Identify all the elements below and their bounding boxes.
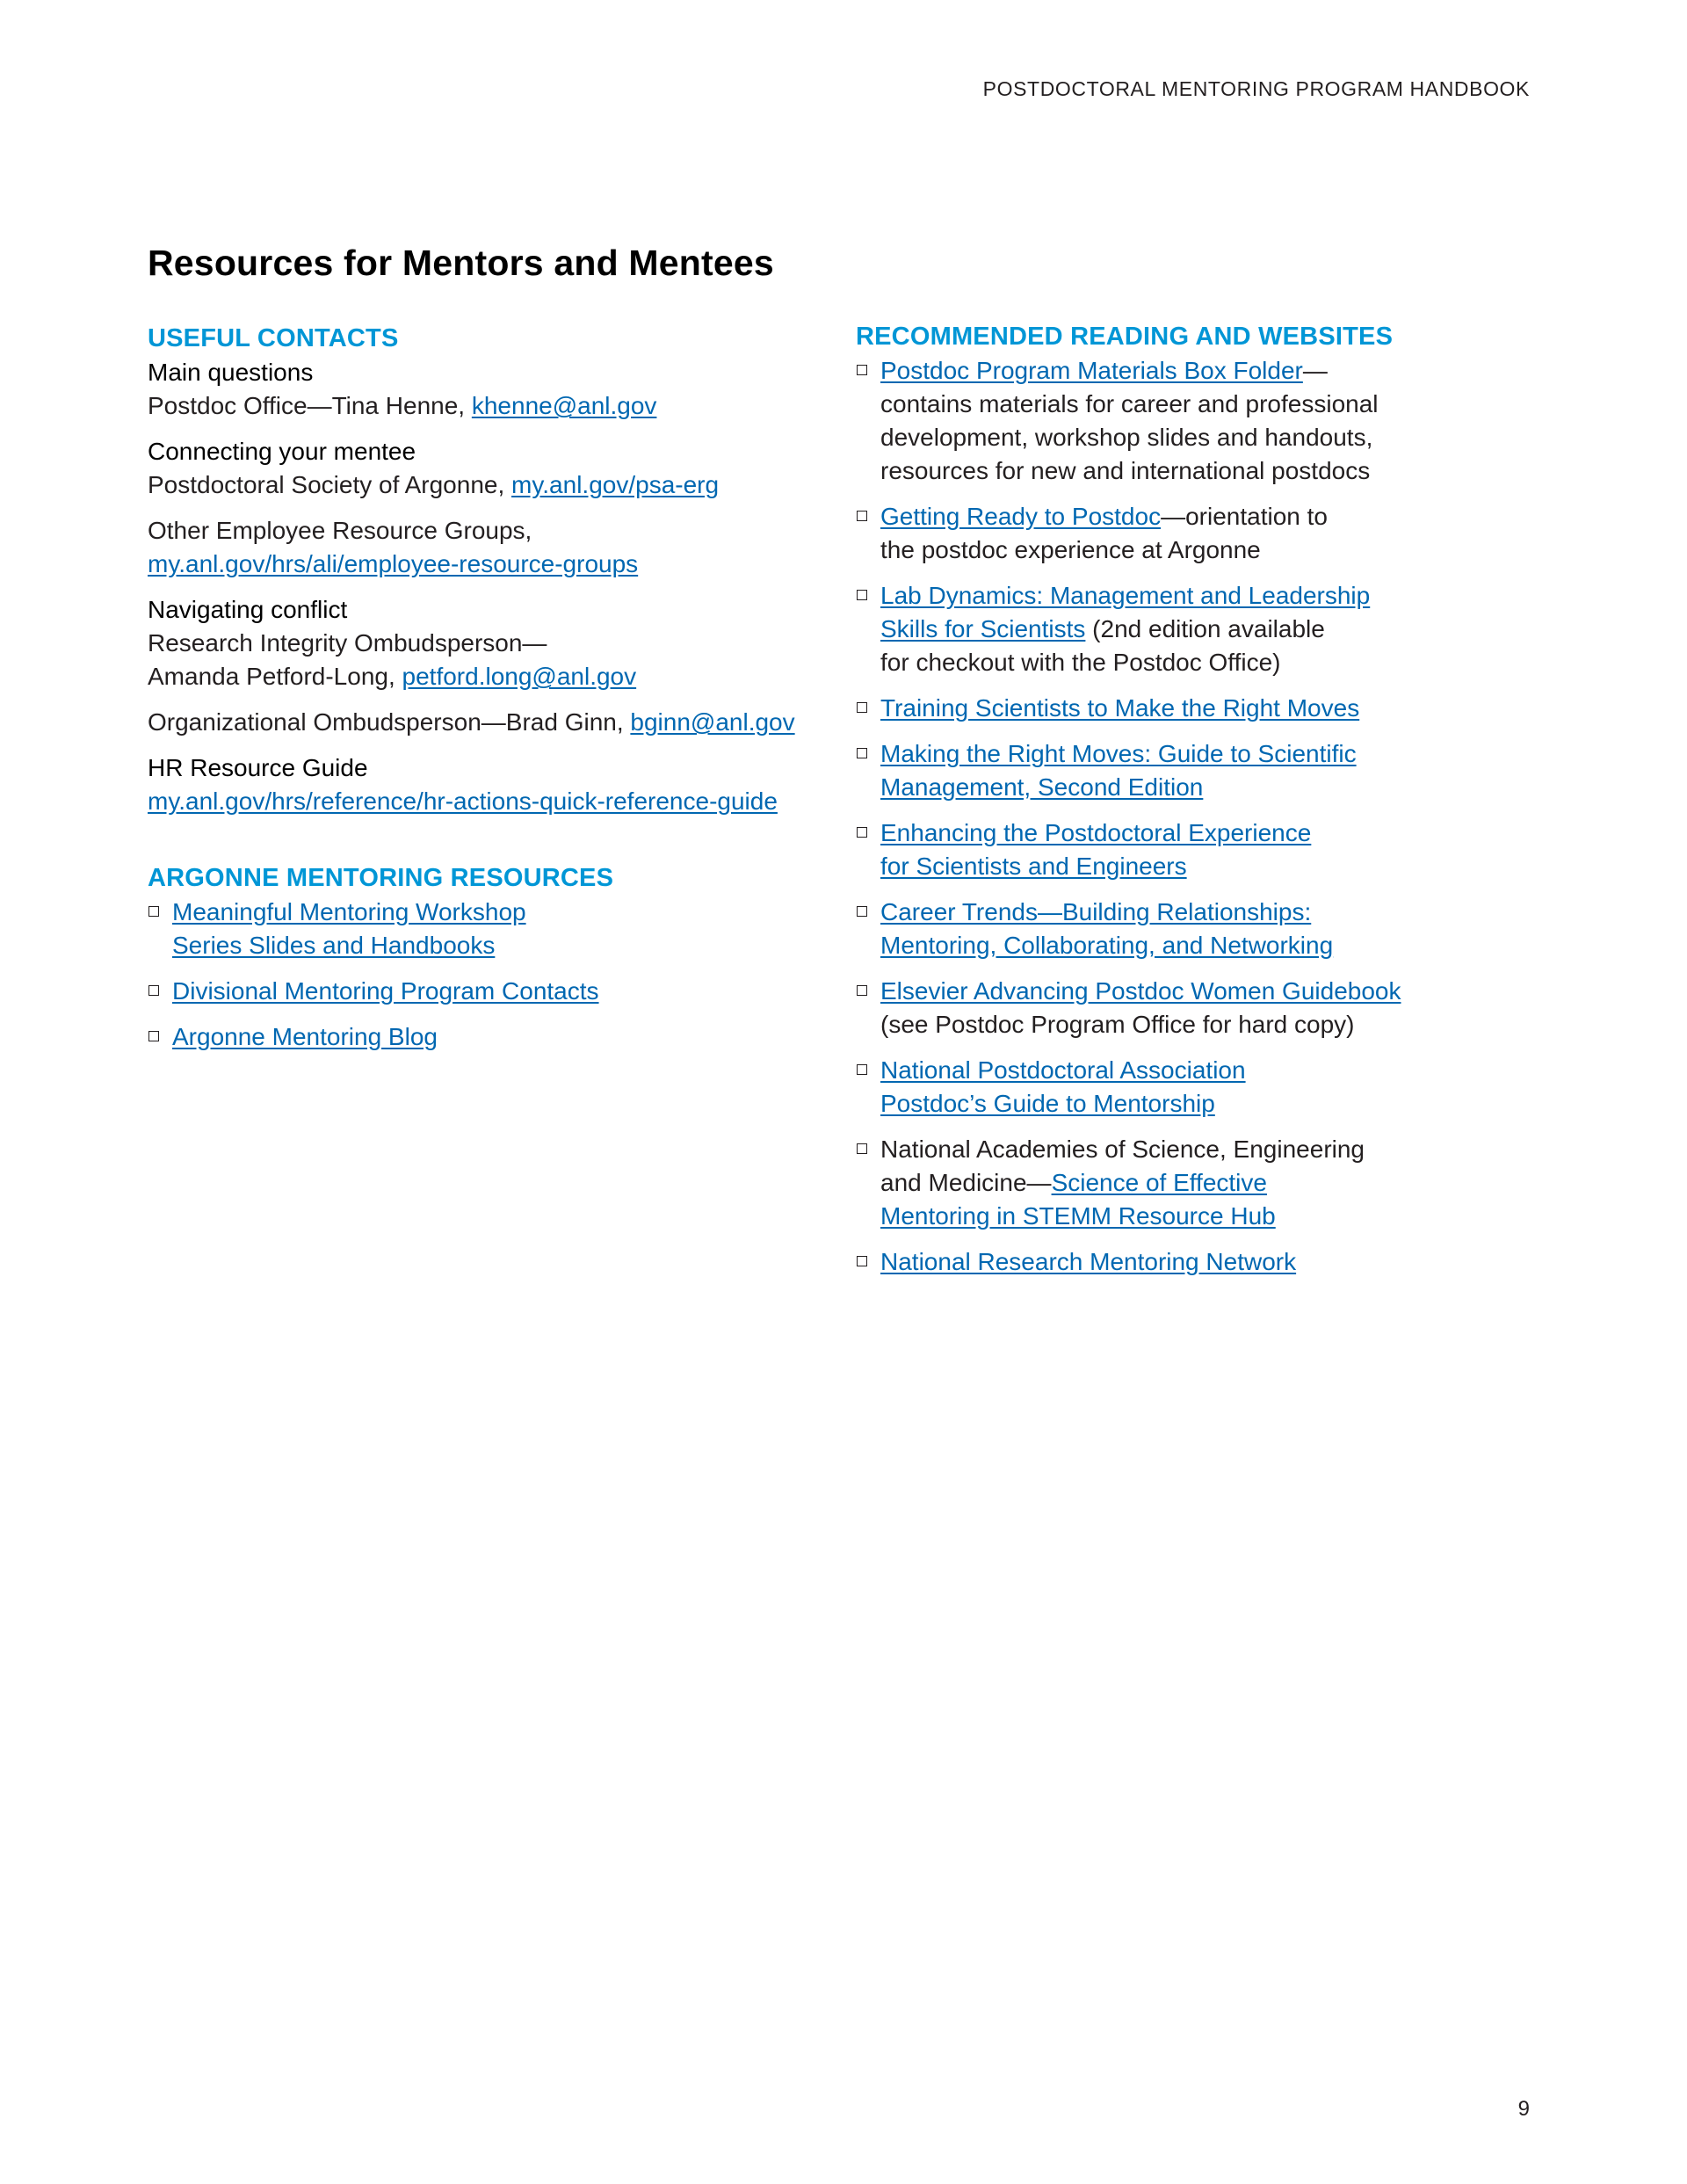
list-item [856, 692, 1550, 725]
contact-line [148, 706, 851, 739]
list-item [856, 1133, 1550, 1233]
employee-resource-groups-link[interactable]: my.anl.gov/hrs/ali/employee-resource-groups [148, 550, 639, 577]
link-text: Mentoring in STEMM Resource Hub [880, 1202, 1276, 1230]
contact-line [148, 660, 851, 693]
running-header: POSTDOCTORAL MENTORING PROGRAM HANDBOOK [982, 77, 1530, 100]
list-item [856, 500, 1550, 567]
contact-organizational [148, 706, 851, 739]
contact-line [148, 548, 851, 581]
item-text: and Medicine— [880, 1169, 1052, 1196]
link-text: Science of Effective [1051, 1169, 1267, 1196]
list-item [856, 1245, 1550, 1279]
link-text: Making the Right Moves: Guide to Scientific [880, 740, 1357, 767]
item-text: —orientation to [1161, 503, 1328, 530]
hr-guide-link[interactable]: my.anl.gov/hrs/reference/hr-actions-quick-reference-guide [148, 787, 778, 815]
contact-text: Amanda Petford-Long, [148, 663, 402, 690]
contact-main-questions [148, 356, 851, 423]
checkbox-bullet-icon [148, 985, 159, 996]
list-item [856, 354, 1550, 488]
list-item [148, 896, 851, 962]
checkbox-bullet-icon [857, 1143, 867, 1154]
postdoc-office-email-link[interactable]: khenne@anl.gov [471, 392, 657, 419]
contact-navigating-conflict [148, 593, 851, 693]
checkbox-bullet-icon [857, 511, 867, 521]
list-item [856, 896, 1550, 962]
link-text: Meaningful Mentoring Workshop [172, 898, 526, 925]
getting-ready-link[interactable]: Getting Ready to Postdoc [880, 503, 1162, 530]
list-item [856, 737, 1550, 804]
link-text: Postdoc’s Guide to Mentorship [880, 1090, 1215, 1117]
checkbox-bullet-icon [857, 590, 867, 600]
contact-text: Research Integrity Ombudsperson— [148, 629, 547, 657]
training-scientists-link[interactable]: Training Scientists to Make the Right Moves [880, 694, 1360, 722]
contact-connecting [148, 435, 851, 502]
contact-text: Postdoc Office—Tina Henne, [148, 392, 472, 419]
checkbox-bullet-icon [857, 1256, 867, 1266]
divisional-contacts-link[interactable]: Divisional Mentoring Program Contacts [172, 977, 599, 1005]
link-text: National Postdoctoral Association [880, 1056, 1246, 1084]
link-text: Management, Second Edition [880, 773, 1204, 801]
item-text: (see Postdoc Program Office for hard copy) [880, 1011, 1355, 1038]
mentoring-resources-heading: ARGONNE MENTORING RESOURCES [148, 864, 614, 892]
meaningful-mentoring-link[interactable] [172, 898, 526, 959]
organizational-ombudsperson-email-link[interactable]: bginn@anl.gov [630, 708, 795, 736]
enhancing-postdoc-link[interactable] [880, 819, 1311, 880]
contact-text: Postdoctoral Society of Argonne, [148, 471, 512, 498]
item-text: the postdoc experience at Argonne [880, 536, 1261, 563]
list-item [148, 1020, 851, 1054]
link-text: Mentoring, Collaborating, and Networking [880, 932, 1334, 959]
box-folder-link[interactable]: Postdoc Program Materials Box Folder [880, 357, 1303, 384]
item-text: (2nd edition available [1085, 615, 1325, 642]
contact-label: HR Resource Guide [148, 754, 368, 781]
checkbox-bullet-icon [857, 365, 867, 375]
contact-line [148, 468, 851, 502]
mentoring-resources-list [148, 896, 851, 1054]
page-number: 9 [1517, 2097, 1530, 2121]
link-text: Skills for Scientists [880, 615, 1086, 642]
right-moves-link[interactable] [880, 740, 1357, 801]
checkbox-bullet-icon [148, 906, 159, 917]
list-item [856, 975, 1550, 1041]
link-text: Series Slides and Handbooks [172, 932, 496, 959]
item-text: resources for new and international postdocs [880, 457, 1371, 484]
contact-text: Organizational Ombudsperson—Brad Ginn, [148, 708, 631, 736]
nrmn-link[interactable]: National Research Mentoring Network [880, 1248, 1297, 1275]
list-item [856, 1054, 1550, 1121]
npa-mentorship-link[interactable] [880, 1056, 1246, 1117]
checkbox-bullet-icon [857, 748, 867, 758]
contact-label: Main questions [148, 359, 314, 386]
elsevier-guidebook-link[interactable]: Elsevier Advancing Postdoc Women Guidebook [880, 977, 1401, 1005]
section-spacer [148, 831, 851, 860]
page-title: Resources for Mentors and Mentees [148, 243, 774, 283]
contact-label: Navigating conflict [148, 596, 348, 623]
checkbox-bullet-icon [857, 827, 867, 838]
item-text: — [1302, 357, 1328, 384]
contact-label: Connecting your mentee [148, 438, 416, 465]
list-item [856, 579, 1550, 679]
checkbox-bullet-icon [857, 1064, 867, 1075]
link-text: for Scientists and Engineers [880, 853, 1187, 880]
checkbox-bullet-icon [857, 702, 867, 713]
right-column [856, 319, 1550, 1291]
link-text: Career Trends—Building Relationships: [880, 898, 1312, 925]
checkbox-bullet-icon [857, 985, 867, 996]
career-trends-link[interactable] [880, 898, 1333, 959]
checkbox-bullet-icon [148, 1031, 159, 1041]
contact-other-groups [148, 514, 851, 581]
contact-line [148, 389, 851, 423]
reading-list [856, 354, 1550, 1279]
psa-erg-link[interactable]: my.anl.gov/psa-erg [511, 471, 720, 498]
link-text: Lab Dynamics: Management and Leadership [880, 582, 1371, 609]
item-text: development, workshop slides and handouts, [880, 424, 1373, 451]
contact-hr-guide [148, 751, 851, 818]
list-item [856, 816, 1550, 883]
item-text: National Academies of Science, Engineering [880, 1136, 1365, 1163]
list-item [148, 975, 851, 1008]
contact-line [148, 785, 851, 818]
item-text: for checkout with the Postdoc Office) [880, 649, 1281, 676]
useful-contacts-heading: USEFUL CONTACTS [148, 324, 399, 352]
mentoring-blog-link[interactable]: Argonne Mentoring Blog [172, 1023, 438, 1050]
link-text: Enhancing the Postdoctoral Experience [880, 819, 1312, 846]
contact-text: Other Employee Resource Groups, [148, 517, 532, 544]
reading-heading: RECOMMENDED READING AND WEBSITES [856, 323, 1394, 351]
ombudsperson-email-link[interactable]: petford.long@anl.gov [402, 663, 637, 690]
left-column [148, 321, 851, 1066]
checkbox-bullet-icon [857, 906, 867, 917]
item-text: contains materials for career and professional [880, 390, 1379, 417]
